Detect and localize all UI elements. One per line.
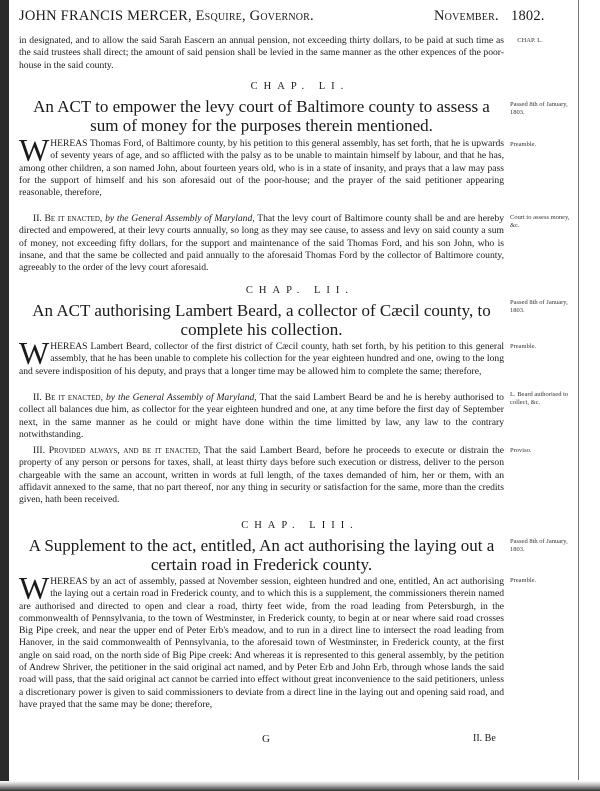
running-head-year: 1802. [511,8,545,24]
section-lii-iii [19,445,504,506]
preamble-text: HEREAS Lambert Beard, collector of the first district of Cæcil county, hath set forth, by his petition to this general assembly, that he has been unable to complete his collection for the year eighteen hundred and one, owing to the long and severe indisposition of his deputy, and prays that a longer time may be allowed him to complete the same; therefore, [19,341,504,377]
margin-note-li-ii: Court to assess money, &c. [510,214,570,229]
chapter-heading-lii: CHAP. LII. [245,285,355,296]
scan-left-edge [0,0,9,791]
margin-passed-li: Passed 8th of January, 1803. [510,101,568,116]
dropcap: W [19,335,50,371]
margin-passed-lii: Passed 8th of January, 1803. [510,299,568,314]
running-head-title: JOHN FRANCIS MERCER, [19,8,192,24]
scan-bottom-edge [0,781,600,791]
section-number: III. [33,445,45,456]
enacting-clause: Be it enacted, [44,392,103,403]
section-li-ii [19,213,504,274]
act-title-li: An ACT to empower the levy court of Baltimore county to assess a sum of money for the purposes therein mentioned. [33,97,490,135]
enacting-clause: Be it enacted, [44,213,103,224]
section-text: That the levy court of Baltimore county shall be and are hereby directed and empowered, at their levy courts annually, so long as they may see cause, to assess and levy on said county a sum of money, not exceeding fifty dollars, for the support and maintenance of the said Thomas Ford, and his son John, who is insane, and that the same be collected and paid annually to the aforesaid Thomas Ford by the collector of Baltimore county, agreeably to the order of the levy court aforesaid. [19,213,505,274]
act-title-lii: An ACT authorising Lambert Beard, a collector of Cæcil county, to complete his collection. [32,301,491,339]
running-head-month: November. [434,8,499,24]
proviso-clause: Provided always, and be it enacted, [48,445,201,456]
preamble-text: HEREAS by an act of assembly, passed at November session, eighteen hundred and one, entitled, An act authorising the laying out a certain road in Frederick county, and to which this is a supplement, the commissioners therein named are authorised and directed to open and clear a road, thirty feet wide, from the road leading from Petersburgh, in the commonwealth of Pennsylvania, to the town of Westminster, in Frederick county, to begin at or near where said road crosses Big Pipe creek, and near the upper end of Peter Erb's meadow, and to run in a direct line to intersect the road leading from Hanover, in the said commonwealth of Pennsylvania, to the aforesaid town of Westminster, in Frederick county, at the first angle on said road, on the north side of Big Pipe creek: And whereas it is represented to this general assembly, by the petition of Andrew Shriver, the petitioner in the said original act named, and by Peter Erb and John Erb, through whose lands the said road will pass, that the said original act cannot be carried into effect without great inconvenience to the said petitioners, unless a discretionary power is given to said commissioners to deviate from a direct line in the laying out and opening said road, and have prayed that the same may be done; therefore, [19,576,504,710]
preamble-li [19,132,504,199]
margin-note-lii-ii: L. Beard authorised to collect, &c. [510,391,569,406]
signature-mark: G [262,733,270,745]
section-number: II. [33,392,42,403]
margin-preamble-liii: Preamble. [510,577,537,584]
enacting-authority: by the General Assembly of Maryland, [105,392,257,403]
running-head-office: Esquire, Governor. [191,8,314,24]
chapter-heading-li: CHAP. LI. [250,81,350,92]
dropcap: W [19,132,50,168]
chapter-heading-liii: CHAP. LIII. [241,520,359,531]
catchword: II. Be [473,733,496,744]
scan-right-rule [578,0,579,780]
margin-note-lii-iii: Proviso. [510,447,532,454]
running-head [19,8,564,25]
continuation-text: in designated, and to allow the said Sarah Eascern an annual pension, not exceeding thirty dollars, to be paid at such time as the said trustees shall direct; the amount of said pension shall be levied in the same manner as the other expences of the poor-house in the said county. [19,35,504,71]
margin-passed-liii: Passed 8th of January, 1803. [510,538,568,553]
enacting-authority: by the General Assembly of Maryland, [105,213,255,224]
section-text: That the said Lambert Beard be and he is hereby authorised to collect all balances due him, as collector for the year eighteen hundred and one, at any time before the first day of September next, in the same manner as he could or might have done within the time limitted by law, any law to the contrary notwithstanding. [19,392,504,440]
margin-preamble-li: Preamble. [510,141,537,148]
section-lii-ii [19,392,504,441]
act-title-liii: A Supplement to the act, entitled, An act authorising the laying out a certain road in Frederick county. [28,536,495,574]
margin-note-chap-l: CHAP. L. [517,37,543,44]
preamble-lii [19,335,504,378]
margin-preamble-lii: Preamble. [510,343,537,350]
preamble-text: HEREAS Thomas Ford, of Baltimore county, by his petition to this general assembly, has set forth, that he is upwards of seventy years of age, and so afflicted with the palsy as to be unable to maintain himself by labour, and that he has, among other children, a son named John, about fourteen years old, who is in a state of insanity, and prays that a law may pass for the support of himself and his son aforesaid out of the poor-house; and the prayer of the said petitioner appearing reasonable, therefore, [19,138,504,199]
dropcap: W [19,570,50,606]
section-number: II. [33,213,42,224]
preamble-liii [19,570,504,711]
section-text: That the said Lambert Beard, before he proceeds to execute or distrain the property of any person or persons for taxes, shall, at least thirty days before such execution or distress, deliver to the person chargeable with the same an account, written in words at full length, of the taxes demanded of him, her or them, with an affidavit annexed to the same, that no part thereof, nor any thing in security or satisfaction for the same, more than the credits given, hath been received. [19,445,505,506]
